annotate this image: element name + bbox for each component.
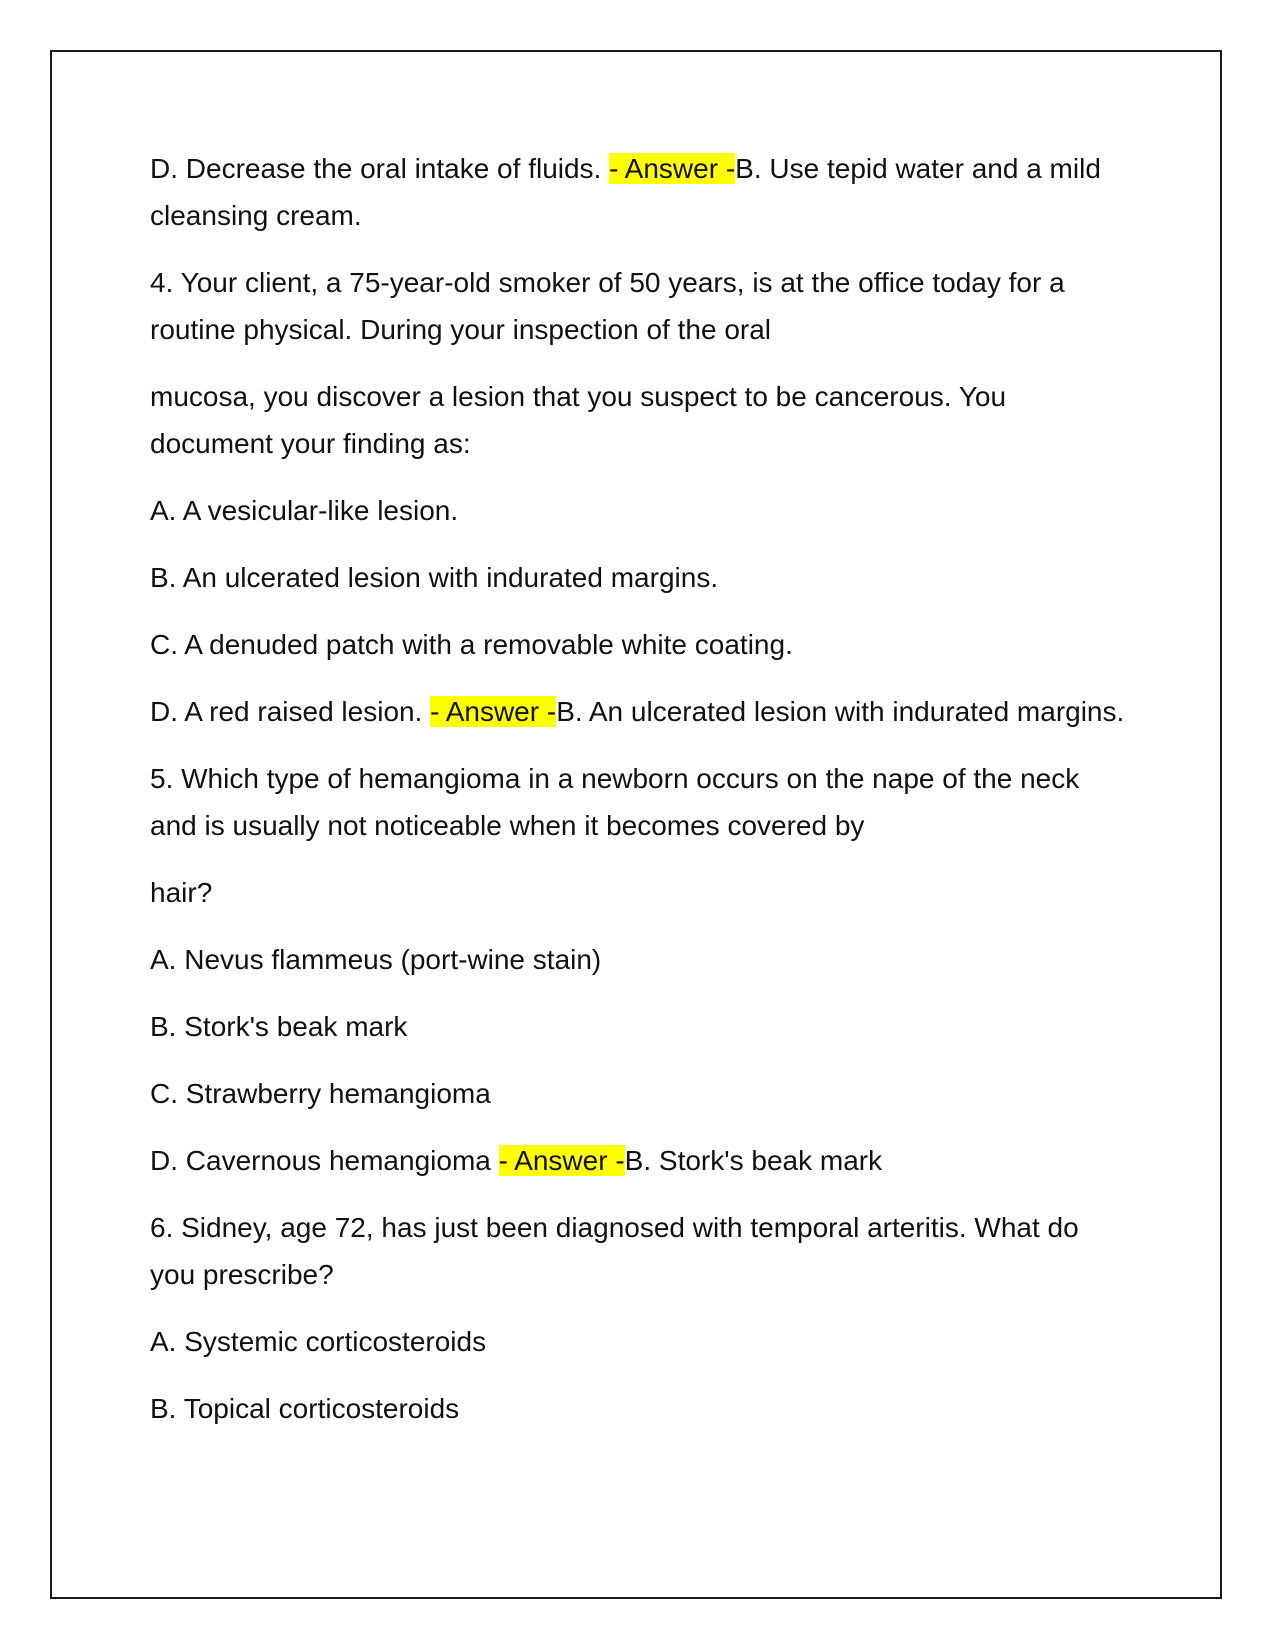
- option-b: B. Topical corticosteroids: [150, 1393, 460, 1424]
- option-b: B. An ulcerated lesion with indurated margins.: [150, 562, 719, 593]
- answer-text: B. An ulcerated lesion with indurated margins.: [556, 696, 1125, 727]
- question-5: 5. Which type of hemangioma in a newborn occurs on the nape of the neck and is usually not noticeable when it becomes covered by: [150, 763, 1080, 841]
- answer-paragraph: [150, 1137, 1130, 1184]
- answer-highlight: - Answer -: [609, 153, 736, 184]
- question-6: 6. Sidney, age 72, has just been diagnosed with temporal arteritis. What do you prescribe?: [150, 1212, 1079, 1290]
- answer-text: B. Use tepid water and a mild cleansing cream.: [150, 153, 1101, 231]
- answer-highlight: - Answer -: [498, 1145, 625, 1176]
- option-a: A. Nevus flammeus (port-wine stain): [150, 944, 602, 975]
- option-c: C. Strawberry hemangioma: [150, 1078, 491, 1109]
- option-a: A. Systemic corticosteroids: [150, 1326, 487, 1357]
- answer-highlight: - Answer -: [430, 696, 557, 727]
- answer-paragraph: [150, 145, 1130, 239]
- answer-text: B. Stork's beak mark: [624, 1145, 883, 1176]
- option-text: D. Cavernous hemangioma: [150, 1145, 499, 1176]
- option-b: B. Stork's beak mark: [150, 1011, 408, 1042]
- option-text: D. A red raised lesion.: [150, 696, 431, 727]
- option-text: D. Decrease the oral intake of fluids.: [150, 153, 610, 184]
- answer-paragraph: [150, 688, 1130, 735]
- question-4-continued: mucosa, you discover a lesion that you suspect to be cancerous. You document your finding as:: [150, 381, 1007, 459]
- document-body: [150, 145, 1130, 1452]
- question-4: 4. Your client, a 75-year-old smoker of 50 years, is at the office today for a routine physical. During your inspection of the oral: [150, 267, 1065, 345]
- option-a: A. A vesicular-like lesion.: [150, 495, 459, 526]
- option-c: C. A denuded patch with a removable white coating.: [150, 629, 793, 660]
- question-5-continued: hair?: [150, 877, 213, 908]
